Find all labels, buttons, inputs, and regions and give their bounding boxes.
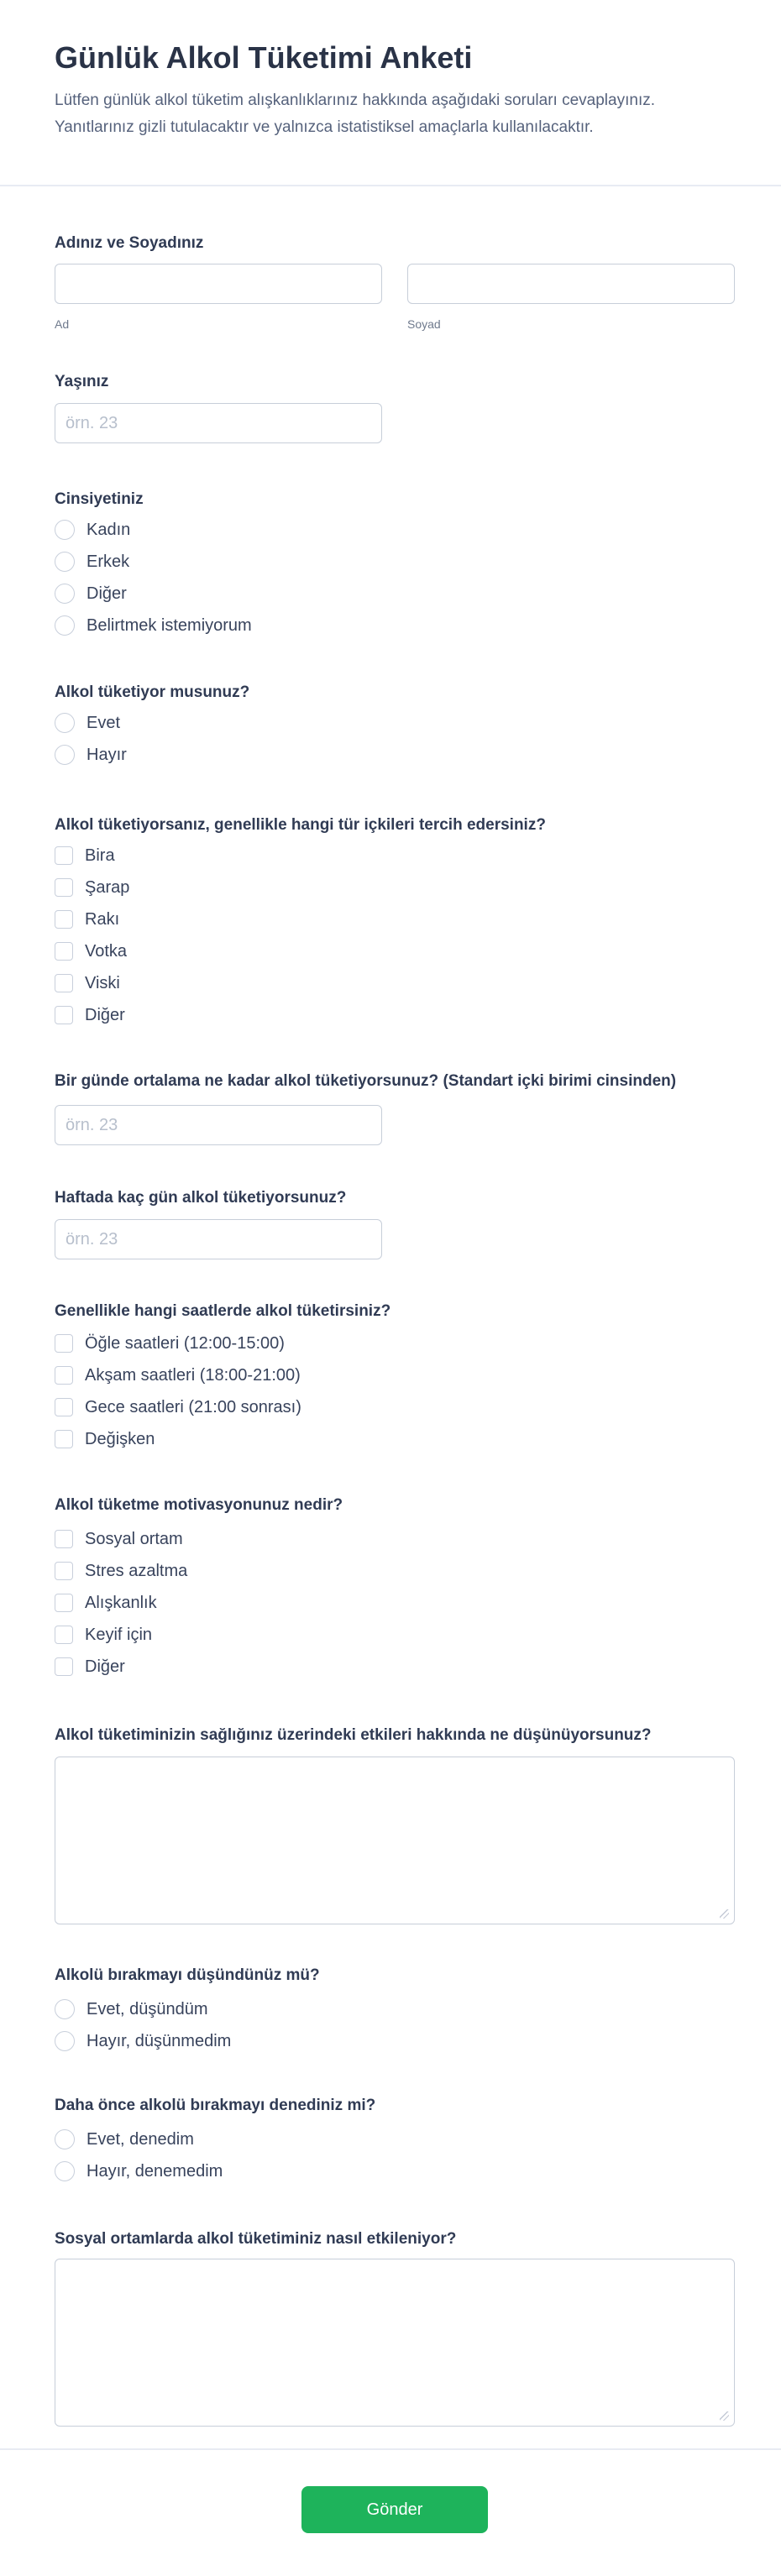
question-health-opinion (55, 1725, 735, 1924)
checkbox-box-icon[interactable] (55, 1657, 73, 1676)
radio-group (55, 520, 735, 636)
submit-button[interactable]: Gönder (301, 2486, 488, 2533)
radio-option[interactable] (55, 713, 735, 733)
checkbox-option[interactable] (55, 877, 735, 898)
checkbox-box-icon[interactable] (55, 1626, 73, 1644)
age-input[interactable] (55, 403, 382, 443)
question-age (55, 372, 735, 443)
form-description-line: Lütfen günlük alkol tüketim alışkanlıklarınız hakkında aşağıdaki soruları cevaplayınız. (55, 92, 655, 109)
radio-circle-icon[interactable] (55, 520, 75, 540)
checkbox-group (55, 1333, 735, 1449)
radio-circle-icon[interactable] (55, 552, 75, 572)
radio-circle-icon[interactable] (55, 745, 75, 765)
option-label: Sosyal ortam (85, 1530, 183, 1548)
radio-option[interactable] (55, 615, 735, 636)
footer-divider (0, 2448, 781, 2450)
question-drink-types (55, 815, 735, 1025)
question-label: Haftada kaç gün alkol tüketiyorsunuz? (55, 1189, 347, 1207)
radio-circle-icon[interactable] (55, 1999, 75, 2019)
checkbox-option[interactable] (55, 973, 735, 993)
question-label: Sosyal ortamlarda alkol tüketiminiz nasıl etkileniyor? (55, 2230, 457, 2248)
radio-circle-icon[interactable] (55, 2031, 75, 2051)
radio-group (55, 713, 735, 765)
option-label: Akşam saatleri (18:00-21:00) (85, 1366, 301, 1385)
resize-handle-icon[interactable] (720, 2411, 729, 2421)
option-label: Alışkanlık (85, 1594, 157, 1612)
checkbox-option[interactable] (55, 1657, 735, 1677)
checkbox-box-icon[interactable] (55, 1594, 73, 1612)
first-name-field (55, 264, 382, 332)
checkbox-option[interactable] (55, 1593, 735, 1613)
checkbox-box-icon[interactable] (55, 942, 73, 961)
question-fullname (55, 233, 735, 332)
last-name-input[interactable] (407, 264, 735, 304)
form-description-line: Yanıtlarınız gizli tutulacaktır ve yalnızca istatistiksel amaçlarla kullanılacaktır. (55, 118, 594, 136)
question-gender (55, 490, 735, 636)
social-effect-textarea[interactable] (55, 2259, 735, 2427)
form-description (55, 87, 735, 141)
radio-option[interactable] (55, 584, 735, 604)
question-label: Alkol tüketiyorsanız, genellikle hangi tür içkileri tercih edersiniz? (55, 816, 546, 834)
option-label: Diğer (85, 1006, 125, 1024)
option-label: Stres azaltma (85, 1562, 188, 1580)
last-name-sublabel: Soyad (407, 317, 441, 331)
option-label: Viski (85, 974, 120, 992)
last-name-field (407, 264, 735, 332)
name-fields-row (55, 264, 735, 332)
option-label: Kadın (86, 521, 131, 539)
checkbox-box-icon[interactable] (55, 846, 73, 865)
question-label: Daha önce alkolü bırakmayı denediniz mi? (55, 2097, 376, 2114)
first-name-sublabel: Ad (55, 317, 70, 331)
resize-handle-icon[interactable] (720, 1909, 729, 1919)
radio-circle-icon[interactable] (55, 2129, 75, 2149)
option-label: Şarap (85, 878, 130, 897)
question-quit-attempt (55, 2096, 735, 2181)
checkbox-box-icon[interactable] (55, 1366, 73, 1385)
option-label: Değişken (85, 1430, 155, 1448)
textarea-wrap (55, 2259, 735, 2427)
question-label: Alkolü bırakmayı düşündünüz mü? (55, 1966, 320, 1984)
radio-option[interactable] (55, 1999, 735, 2019)
checkbox-option[interactable] (55, 1333, 735, 1353)
question-label: Alkol tüketiminizin sağlığınız üzerindeki etkileri hakkında ne düşünüyorsunuz? (55, 1726, 652, 1744)
option-label: Keyif için (85, 1626, 153, 1644)
radio-option[interactable] (55, 2161, 735, 2181)
radio-group (55, 1999, 735, 2051)
question-label: Yaşınız (55, 373, 109, 390)
checkbox-group (55, 1529, 735, 1677)
question-label: Genellikle hangi saatlerde alkol tüketirsiniz? (55, 1302, 391, 1320)
textarea-wrap (55, 1757, 735, 1924)
radio-option[interactable] (55, 2031, 735, 2051)
first-name-input[interactable] (55, 264, 382, 304)
question-motivation (55, 1495, 735, 1677)
option-label: Diğer (86, 584, 127, 603)
checkbox-box-icon[interactable] (55, 1562, 73, 1580)
option-label: Votka (85, 942, 128, 961)
option-label: Hayır (86, 746, 127, 764)
checkbox-box-icon[interactable] (55, 1530, 73, 1548)
question-drinks-alcohol (55, 683, 735, 765)
option-label: Evet (86, 714, 121, 732)
checkbox-option[interactable] (55, 1625, 735, 1645)
checkbox-box-icon[interactable] (55, 1334, 73, 1353)
question-label: Adınız ve Soyadınız (55, 234, 204, 252)
question-daily-amount (55, 1071, 735, 1145)
option-label: Öğle saatleri (12:00-15:00) (85, 1334, 285, 1353)
question-label: Bir günde ortalama ne kadar alkol tüketiyorsunuz? (Standart içki birimi cinsinden) (55, 1072, 677, 1090)
form-title: Günlük Alkol Tüketimi Anketi (55, 40, 473, 75)
checkbox-box-icon[interactable] (55, 974, 73, 992)
checkbox-group (55, 846, 735, 1025)
checkbox-option[interactable] (55, 1397, 735, 1417)
question-label: Alkol tüketme motivasyonunuz nedir? (55, 1496, 343, 1514)
option-label: Belirtmek istemiyorum (86, 616, 252, 635)
radio-option[interactable] (55, 745, 735, 765)
checkbox-option[interactable] (55, 1005, 735, 1025)
checkbox-option[interactable] (55, 1529, 735, 1549)
radio-circle-icon[interactable] (55, 615, 75, 636)
radio-circle-icon[interactable] (55, 713, 75, 733)
health-opinion-textarea[interactable] (55, 1757, 735, 1924)
checkbox-option[interactable] (55, 1429, 735, 1449)
checkbox-box-icon[interactable] (55, 1006, 73, 1024)
option-label: Erkek (86, 552, 130, 571)
checkbox-option[interactable] (55, 941, 735, 961)
radio-option[interactable] (55, 520, 735, 540)
radio-group (55, 2129, 735, 2181)
checkbox-box-icon[interactable] (55, 910, 73, 929)
option-label: Evet, düşündüm (86, 2000, 208, 2018)
question-days-per-week (55, 1188, 735, 1259)
question-label: Alkol tüketiyor musunuz? (55, 683, 250, 701)
option-label: Evet, denedim (86, 2130, 194, 2149)
checkbox-option[interactable] (55, 1561, 735, 1581)
option-label: Hayır, düşünmedim (86, 2032, 232, 2050)
radio-option[interactable] (55, 2129, 735, 2149)
option-label: Bira (85, 846, 115, 865)
checkbox-option[interactable] (55, 846, 735, 866)
checkbox-box-icon[interactable] (55, 1430, 73, 1448)
option-label: Diğer (85, 1657, 125, 1676)
checkbox-option[interactable] (55, 909, 735, 929)
submit-row (55, 2486, 735, 2533)
radio-option[interactable] (55, 552, 735, 572)
weekly-days-input[interactable] (55, 1219, 382, 1259)
question-quit-thought (55, 1966, 735, 2051)
question-social-effect (55, 2229, 735, 2427)
radio-circle-icon[interactable] (55, 2161, 75, 2181)
header-divider (0, 185, 781, 186)
radio-circle-icon[interactable] (55, 584, 75, 604)
option-label: Hayır, denemedim (86, 2162, 223, 2181)
checkbox-box-icon[interactable] (55, 878, 73, 897)
checkbox-box-icon[interactable] (55, 1398, 73, 1416)
daily-amount-input[interactable] (55, 1105, 382, 1145)
option-label: Gece saatleri (21:00 sonrası) (85, 1398, 301, 1416)
question-label: Cinsiyetiniz (55, 490, 144, 508)
question-usual-hours (55, 1301, 735, 1449)
checkbox-option[interactable] (55, 1365, 735, 1385)
option-label: Rakı (85, 910, 120, 929)
